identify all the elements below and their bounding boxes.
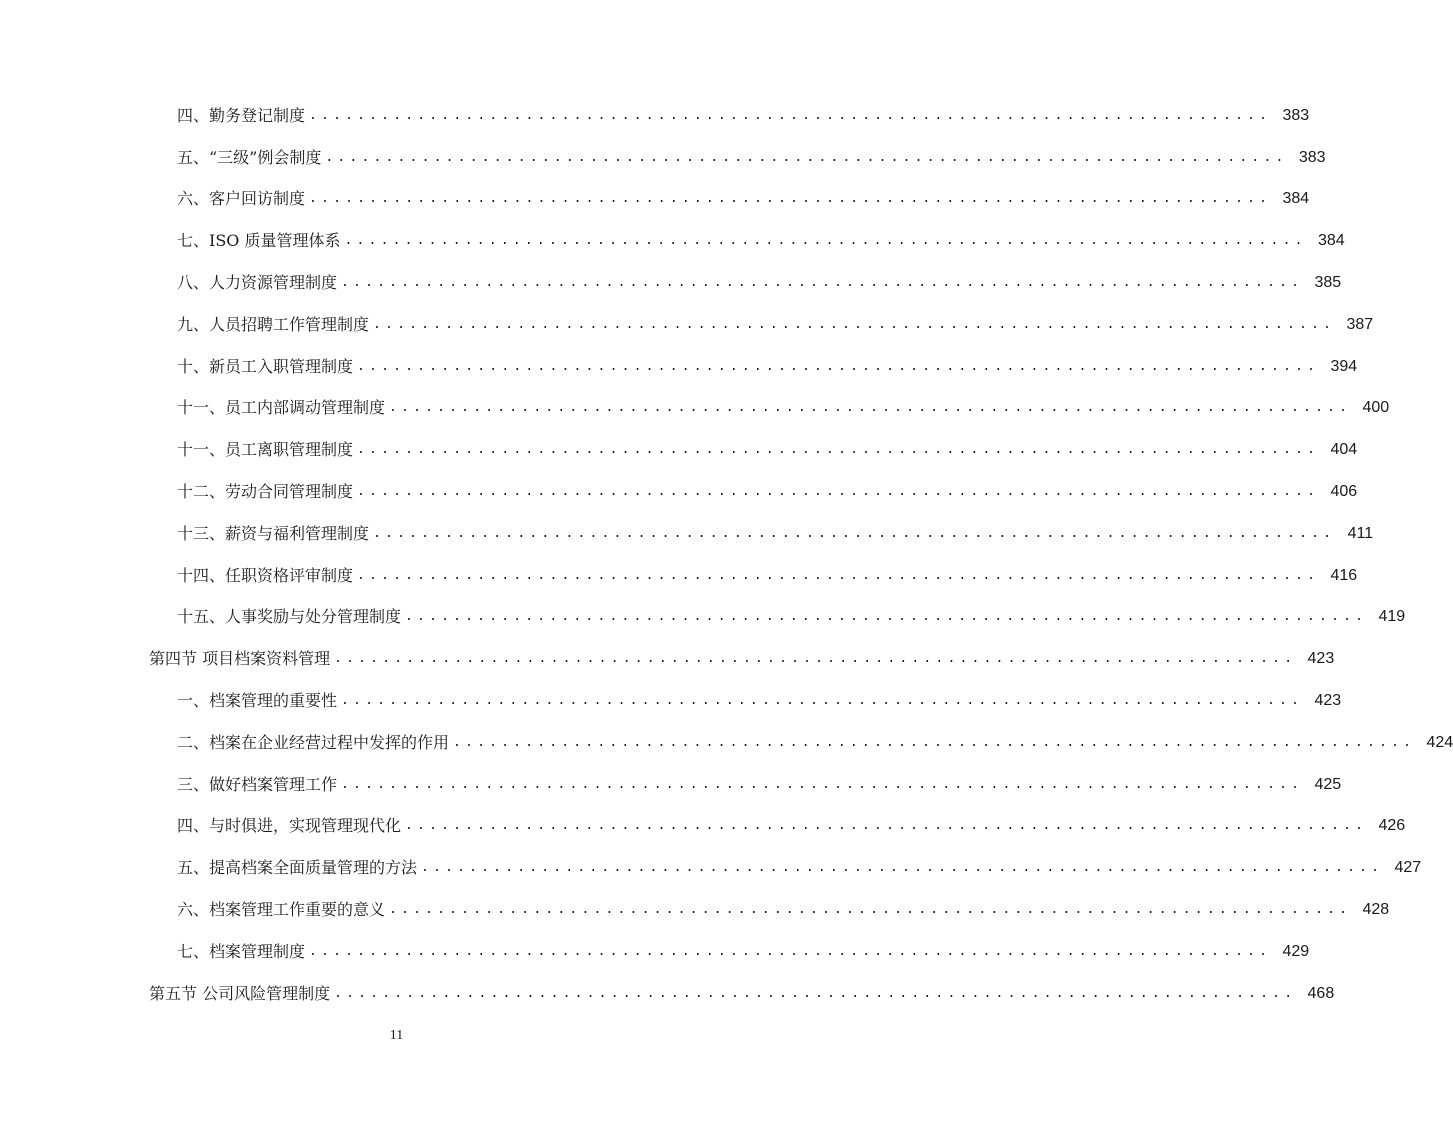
toc-entry-title: 十一、员工内部调动管理制度	[177, 398, 386, 418]
toc-entry-title: 七、档案管理制度	[177, 941, 306, 961]
toc-entry-title: 八、人力资源管理制度	[177, 273, 338, 293]
toc-section-entry[interactable]	[0, 973, 1335, 1015]
toc-entry-title: 三、做好档案管理工作	[177, 774, 338, 794]
toc-entry-title: 十四、任职资格评审制度	[177, 565, 354, 585]
toc-entry-title: 七、ISO 质量管理体系	[177, 231, 341, 251]
toc-entry-title: 十、新员工入职管理制度	[177, 356, 354, 376]
toc-entry-title: 十二、劳动合同管理制度	[177, 482, 354, 502]
toc-entry-title: 六、档案管理工作重要的意义	[177, 900, 386, 920]
toc-entry[interactable]	[0, 388, 1390, 430]
toc-entry-page: 423	[1307, 650, 1335, 668]
toc-entry-page: 385	[1314, 274, 1342, 292]
toc-entry-page: 425	[1314, 775, 1342, 793]
toc-dot-leader: ................................................................................	[373, 316, 1336, 332]
toc-entry-title: 第五节 公司风险管理制度	[149, 983, 331, 1003]
toc-dot-leader: ................................................................................	[357, 442, 1320, 458]
toc-dot-leader: ................................................................................	[309, 191, 1272, 207]
toc-entry[interactable]	[0, 555, 1358, 597]
toc-dot-leader: ................................................................................	[344, 233, 1307, 249]
toc-entry-page: 383	[1298, 148, 1326, 166]
toc-dot-leader: ................................................................................	[421, 860, 1384, 876]
toc-entry-page: 424	[1426, 733, 1453, 751]
page-number: 11	[389, 1028, 404, 1043]
toc-entry[interactable]	[0, 889, 1390, 931]
toc-entry-page: 404	[1330, 441, 1358, 459]
toc-entry-page: 384	[1282, 190, 1310, 208]
toc-entry-title: 一、档案管理的重要性	[177, 691, 338, 711]
toc-entry-title: 第四节 项目档案资料管理	[149, 649, 331, 669]
toc-dot-leader: ................................................................................	[405, 818, 1368, 834]
toc-entry[interactable]	[0, 262, 1342, 304]
toc-entry-page: 394	[1330, 357, 1358, 375]
toc-entry[interactable]	[0, 137, 1326, 179]
toc-entry[interactable]	[0, 179, 1310, 221]
toc-entry-page: 428	[1362, 901, 1390, 919]
toc-entry-page: 416	[1330, 566, 1358, 584]
toc-dot-leader: ................................................................................	[389, 400, 1352, 416]
toc-dot-leader: ................................................................................	[389, 902, 1352, 918]
toc-entry[interactable]	[0, 471, 1358, 513]
toc-entry-title: 四、与时俱进，实现管理现代化	[177, 816, 402, 836]
toc-entry[interactable]	[0, 722, 1453, 764]
toc-entry[interactable]	[0, 304, 1374, 346]
toc-dot-leader: ................................................................................	[334, 651, 1297, 667]
toc-entry-page: 423	[1314, 692, 1342, 710]
toc-entry[interactable]	[0, 680, 1342, 722]
toc-dot-leader: ................................................................................	[453, 734, 1416, 750]
toc-dot-leader: ................................................................................	[341, 693, 1304, 709]
toc-entry-page: 400	[1362, 399, 1390, 417]
toc-entry[interactable]	[0, 346, 1358, 388]
toc-entry-page: 426	[1378, 817, 1406, 835]
toc-entry-page: 387	[1346, 315, 1374, 333]
toc-entry-page: 429	[1282, 942, 1310, 960]
toc-dot-leader: ................................................................................	[373, 525, 1336, 541]
toc-entry-page: 384	[1317, 232, 1345, 250]
toc-entry-title: 十三、薪资与福利管理制度	[177, 523, 370, 543]
toc-entry[interactable]	[0, 764, 1342, 806]
toc-dot-leader: ................................................................................	[341, 776, 1304, 792]
toc-entry-title: 九、人员招聘工作管理制度	[177, 314, 370, 334]
toc-dot-leader: ................................................................................	[357, 484, 1320, 500]
table-of-contents	[0, 95, 1453, 1015]
toc-entry-title: 六、客户回访制度	[177, 189, 306, 209]
toc-entry[interactable]	[0, 95, 1310, 137]
toc-entry-page: 427	[1394, 859, 1422, 877]
toc-section-entry[interactable]	[0, 638, 1335, 680]
toc-dot-leader: ................................................................................	[357, 567, 1320, 583]
toc-entry[interactable]	[0, 847, 1422, 889]
toc-entry-title: 十五、人事奖励与处分管理制度	[177, 607, 402, 627]
toc-entry[interactable]	[0, 429, 1358, 471]
toc-entry[interactable]	[0, 597, 1406, 639]
toc-dot-leader: ................................................................................	[325, 149, 1288, 165]
toc-entry-page: 419	[1378, 608, 1406, 626]
toc-entry-title: 五、“三级”例会制度	[177, 147, 322, 167]
toc-entry-title: 五、提高档案全面质量管理的方法	[177, 858, 418, 878]
toc-dot-leader: ................................................................................	[334, 985, 1297, 1001]
toc-entry[interactable]	[0, 220, 1345, 262]
toc-entry-page: 383	[1282, 106, 1310, 124]
toc-entry[interactable]	[0, 513, 1374, 555]
toc-dot-leader: ................................................................................	[357, 358, 1320, 374]
toc-entry-page: 468	[1307, 984, 1335, 1002]
toc-entry-page: 406	[1330, 483, 1358, 501]
toc-dot-leader: ................................................................................	[405, 609, 1368, 625]
toc-dot-leader: ................................................................................	[341, 275, 1304, 291]
toc-entry-title: 四、勤务登记制度	[177, 105, 306, 125]
toc-entry[interactable]	[0, 806, 1406, 848]
toc-entry-page: 411	[1347, 524, 1374, 542]
toc-dot-leader: ................................................................................	[309, 107, 1272, 123]
toc-entry-title: 二、档案在企业经营过程中发挥的作用	[177, 732, 450, 752]
toc-entry-title: 十一、员工离职管理制度	[177, 440, 354, 460]
toc-entry[interactable]	[0, 931, 1310, 973]
toc-dot-leader: ................................................................................	[309, 943, 1272, 959]
